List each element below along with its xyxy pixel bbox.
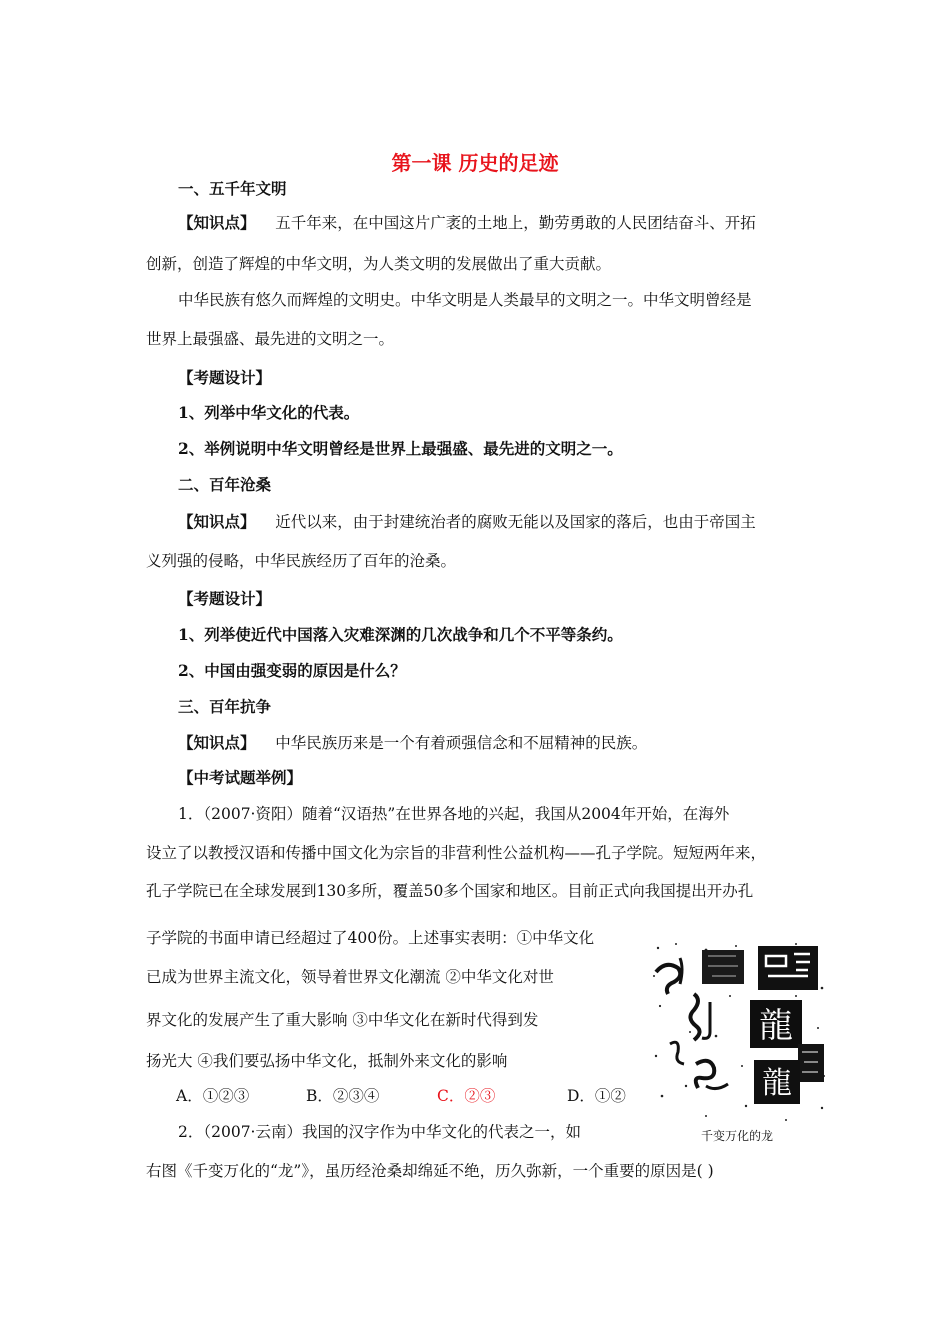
option-a: A．①②③: [176, 1087, 250, 1105]
example-1-line-3: 孔子学院已在全球发展到130多所，覆盖50多个国家和地区。目前正式向我国提出开办孔: [146, 882, 754, 900]
example-1-line-2: 设立了以教授汉语和传播中国文化为宗旨的非营利性公益机构——孔子学院。短短两年来，: [146, 844, 767, 862]
design-tag: 【考题设计】: [178, 368, 272, 387]
glyph-long-1: 龍: [759, 1006, 793, 1046]
knowledge-tag: 【知识点】: [178, 512, 256, 531]
exam-tag: 【中考试题举例】: [178, 768, 303, 787]
knowledge-text: 近代以来，由于封建统治者的腐败无能以及国家的落后，也由于帝国主: [275, 513, 756, 531]
knowledge-line-2: 义列强的侵略，中华民族经历了百年的沧桑。: [146, 552, 457, 570]
knowledge-line-2: 创新，创造了辉煌的中华文明，为人类文明的发展做出了重大贡献。: [146, 255, 612, 273]
option-c-answer: C．②③: [437, 1087, 496, 1105]
question-2: 2、举例说明中华文明曾经是世界上最强盛、最先进的文明之一。: [178, 439, 623, 458]
section-heading-3: 三、百年抗争: [178, 697, 272, 716]
option-b: B．②③④: [306, 1087, 380, 1105]
option-d: D．①②: [567, 1087, 626, 1105]
dragon-figure: [646, 936, 828, 1148]
question-1: 1、列举中华文化的代表。: [178, 403, 360, 422]
section-heading-2: 二、百年沧桑: [178, 475, 272, 494]
dragon-glyphs-image: [646, 936, 828, 1148]
knowledge-line-1: [178, 212, 756, 234]
example-2-line-2: 右图《千变万化的“龙”》，虽历经沧桑却绵延不绝，历久弥新，一个重要的原因是( ): [146, 1162, 714, 1180]
example-1-line-7: 扬光大 ④我们要弘扬中华文化，抵制外来文化的影响: [146, 1052, 508, 1070]
paragraph-line-1: 中华民族有悠久而辉煌的文明史。中华文明是人类最早的文明之一。中华文明曾经是: [178, 291, 752, 309]
section-heading-1: 一、五千年文明: [178, 179, 287, 198]
knowledge-text: 五千年来，在中国这片广袤的土地上，勤劳勇敢的人民团结奋斗、开拓: [275, 214, 756, 232]
knowledge-tag: 【知识点】: [178, 213, 256, 232]
knowledge-text: 中华民族历来是一个有着顽强信念和不屈精神的民族。: [275, 734, 648, 752]
figure-caption: 千变万化的龙: [700, 1129, 773, 1143]
example-1-line-4: 子学院的书面申请已经超过了400份。上述事实表明：①中华文化: [146, 929, 595, 947]
page-title: 第一课 历史的足迹: [391, 151, 559, 175]
knowledge-line-1: [178, 732, 647, 754]
paragraph-line-2: 世界上最强盛、最先进的文明之一。: [146, 330, 395, 348]
example-1-line-6: 界文化的发展产生了重大影响 ③中华文化在新时代得到发: [146, 1011, 539, 1029]
knowledge-tag: 【知识点】: [178, 733, 256, 752]
example-1-line-5: 已成为世界主流文化，领导着世界文化潮流 ②中华文化对世: [146, 968, 554, 986]
question-1: 1、列举使近代中国落入灾难深渊的几次战争和几个不平等条约。: [178, 625, 623, 644]
knowledge-line-1: [178, 511, 756, 533]
example-2-line-1: 2．（2007·云南）我国的汉字作为中华文化的代表之一，如: [178, 1123, 581, 1141]
question-2: 2、中国由强变弱的原因是什么？: [178, 661, 406, 680]
glyph-long-2: 龍: [762, 1066, 792, 1101]
design-tag: 【考题设计】: [178, 589, 272, 608]
example-1-line-1: 1．（2007·资阳）随着“汉语热”在世界各地的兴起，我国从2004年开始，在海外: [178, 805, 730, 823]
